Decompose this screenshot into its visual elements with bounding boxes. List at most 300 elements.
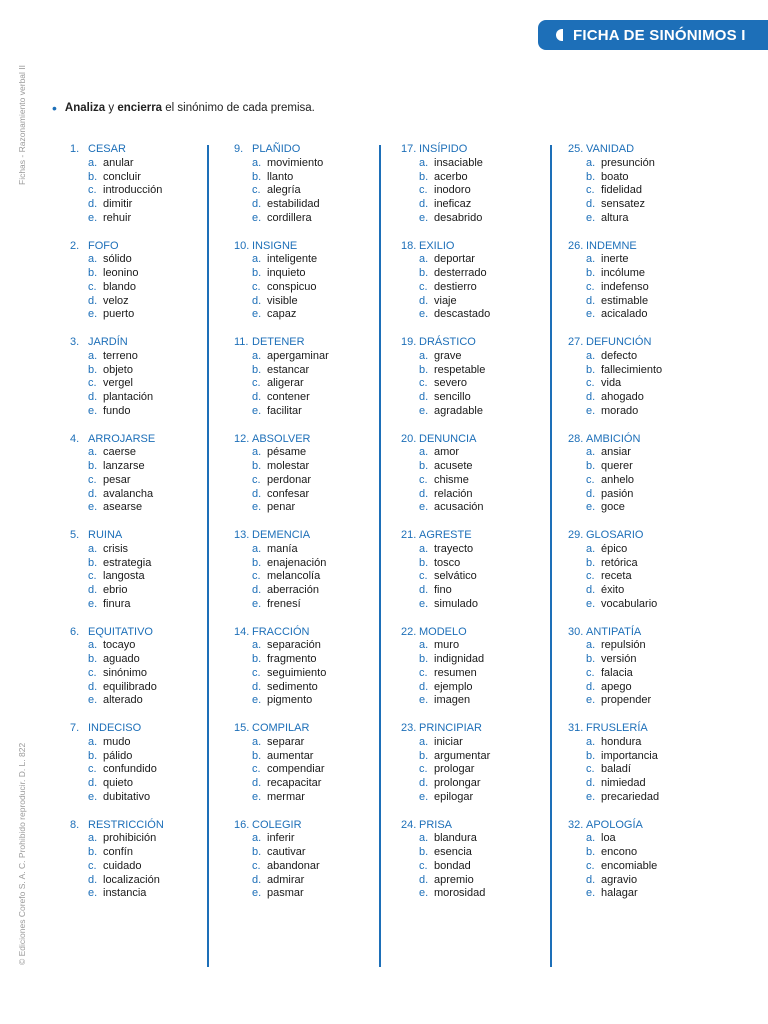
answer-option[interactable] bbox=[70, 846, 230, 860]
answer-option[interactable] bbox=[70, 308, 230, 322]
option-word: inquieto bbox=[267, 267, 306, 280]
answer-option[interactable] bbox=[234, 598, 394, 612]
question-item bbox=[401, 626, 561, 723]
answer-option[interactable] bbox=[70, 171, 230, 185]
answer-option[interactable] bbox=[234, 405, 394, 419]
option-letter: e. bbox=[88, 308, 98, 321]
answer-option[interactable] bbox=[401, 253, 561, 267]
answer-option[interactable] bbox=[234, 281, 394, 295]
answer-option[interactable] bbox=[70, 736, 230, 750]
question-premise bbox=[401, 336, 561, 350]
option-word: acusete bbox=[434, 460, 473, 473]
question-item bbox=[401, 722, 561, 819]
answer-option[interactable] bbox=[568, 446, 728, 460]
answer-option[interactable] bbox=[70, 570, 230, 584]
question-number: 14. bbox=[234, 625, 250, 638]
answer-option[interactable] bbox=[401, 350, 561, 364]
instruction-bold-encierra: encierra bbox=[117, 102, 163, 114]
answer-option[interactable] bbox=[401, 750, 561, 764]
answer-option[interactable] bbox=[234, 667, 394, 681]
answer-option[interactable] bbox=[234, 157, 394, 171]
answer-option[interactable] bbox=[234, 777, 394, 791]
answer-option[interactable] bbox=[401, 584, 561, 598]
answer-option[interactable] bbox=[70, 667, 230, 681]
answer-option[interactable] bbox=[401, 860, 561, 874]
option-word: goce bbox=[601, 501, 625, 514]
question-number: 18. bbox=[401, 239, 417, 252]
answer-option[interactable] bbox=[568, 750, 728, 764]
option-word: épico bbox=[601, 542, 628, 555]
answer-option[interactable] bbox=[568, 281, 728, 295]
option-letter: c. bbox=[252, 859, 261, 872]
option-word: cordillera bbox=[267, 211, 312, 224]
answer-option[interactable] bbox=[568, 653, 728, 667]
answer-option[interactable] bbox=[401, 157, 561, 171]
answer-option[interactable] bbox=[568, 308, 728, 322]
question-number: 13. bbox=[234, 529, 250, 541]
option-word: blandura bbox=[434, 832, 477, 845]
option-word: ansiar bbox=[601, 446, 631, 459]
answer-option[interactable] bbox=[568, 557, 728, 571]
answer-option[interactable] bbox=[401, 887, 561, 901]
option-letter: c. bbox=[88, 280, 97, 293]
option-word: fidelidad bbox=[601, 184, 642, 197]
answer-option[interactable] bbox=[234, 639, 394, 653]
option-word: resumen bbox=[434, 666, 477, 679]
answer-option[interactable] bbox=[234, 198, 394, 212]
option-word: trayecto bbox=[434, 542, 474, 555]
question-premise bbox=[568, 143, 728, 157]
option-letter: e. bbox=[88, 790, 98, 803]
answer-option[interactable] bbox=[568, 184, 728, 198]
answer-option[interactable] bbox=[234, 570, 394, 584]
option-word: alegría bbox=[267, 184, 301, 197]
answer-option[interactable] bbox=[234, 253, 394, 267]
option-word: propender bbox=[601, 694, 652, 707]
option-letter: a. bbox=[419, 735, 429, 748]
option-word: confundido bbox=[103, 763, 157, 776]
option-word: amor bbox=[434, 446, 460, 459]
option-letter: d. bbox=[419, 294, 429, 307]
question-premise bbox=[568, 819, 728, 833]
option-letter: e. bbox=[419, 211, 429, 224]
option-letter: d. bbox=[88, 777, 98, 790]
question-item bbox=[401, 529, 561, 626]
answer-option[interactable] bbox=[70, 584, 230, 598]
answer-option[interactable] bbox=[568, 570, 728, 584]
answer-option[interactable] bbox=[401, 681, 561, 695]
answer-option[interactable] bbox=[401, 171, 561, 185]
question-number: 21. bbox=[401, 529, 417, 541]
answer-option[interactable] bbox=[568, 598, 728, 612]
question-premise bbox=[234, 240, 394, 254]
option-letter: c. bbox=[419, 377, 428, 390]
option-letter: b. bbox=[586, 556, 596, 569]
option-letter: b. bbox=[419, 363, 429, 376]
answer-option[interactable] bbox=[568, 405, 728, 419]
option-word: ahogado bbox=[601, 391, 644, 404]
answer-option[interactable] bbox=[568, 295, 728, 309]
answer-option[interactable] bbox=[401, 460, 561, 474]
answer-option[interactable] bbox=[568, 488, 728, 502]
answer-option[interactable] bbox=[234, 391, 394, 405]
option-word: desabrido bbox=[434, 211, 483, 224]
question-word: VANIDAD bbox=[586, 143, 635, 155]
answer-option[interactable] bbox=[568, 391, 728, 405]
option-letter: b. bbox=[88, 460, 98, 473]
answer-option[interactable] bbox=[234, 295, 394, 309]
answer-option[interactable] bbox=[70, 598, 230, 612]
question-item bbox=[70, 819, 230, 916]
option-letter: c. bbox=[419, 473, 428, 486]
question-number: 16. bbox=[234, 818, 250, 831]
question-word: GLOSARIO bbox=[586, 529, 644, 541]
answer-option[interactable] bbox=[568, 253, 728, 267]
option-letter: d. bbox=[586, 391, 596, 404]
option-word: imagen bbox=[434, 694, 471, 707]
answer-option[interactable] bbox=[70, 860, 230, 874]
answer-option[interactable] bbox=[401, 501, 561, 515]
answer-option[interactable] bbox=[401, 763, 561, 777]
answer-option[interactable] bbox=[401, 295, 561, 309]
option-word: fundo bbox=[103, 404, 131, 417]
option-word: descastado bbox=[434, 308, 491, 321]
option-word: finura bbox=[103, 597, 131, 610]
answer-option[interactable] bbox=[70, 350, 230, 364]
answer-option[interactable] bbox=[568, 887, 728, 901]
option-letter: b. bbox=[586, 749, 596, 762]
answer-option[interactable] bbox=[568, 171, 728, 185]
option-letter: c. bbox=[88, 763, 97, 776]
answer-option[interactable] bbox=[70, 501, 230, 515]
option-word: penar bbox=[267, 501, 296, 514]
option-word: agravio bbox=[601, 873, 638, 886]
answer-option[interactable] bbox=[234, 653, 394, 667]
answer-option[interactable] bbox=[70, 639, 230, 653]
answer-option[interactable] bbox=[568, 501, 728, 515]
option-word: pasión bbox=[601, 487, 634, 500]
option-word: admirar bbox=[267, 873, 305, 886]
answer-option[interactable] bbox=[401, 791, 561, 805]
answer-option[interactable] bbox=[568, 639, 728, 653]
question-premise bbox=[234, 626, 394, 640]
question-item bbox=[70, 240, 230, 337]
question-premise bbox=[70, 240, 230, 254]
answer-option[interactable] bbox=[401, 639, 561, 653]
answer-option[interactable] bbox=[70, 694, 230, 708]
option-word: dubitativo bbox=[103, 790, 151, 803]
answer-option[interactable] bbox=[568, 267, 728, 281]
answer-option[interactable] bbox=[70, 763, 230, 777]
answer-option[interactable] bbox=[568, 777, 728, 791]
answer-option[interactable] bbox=[401, 267, 561, 281]
option-letter: a. bbox=[586, 349, 596, 362]
answer-option[interactable] bbox=[568, 584, 728, 598]
answer-option[interactable] bbox=[568, 791, 728, 805]
option-word: relación bbox=[434, 487, 473, 500]
question-item bbox=[234, 240, 394, 337]
answer-option[interactable] bbox=[401, 832, 561, 846]
option-letter: c. bbox=[586, 763, 595, 776]
answer-option[interactable] bbox=[70, 405, 230, 419]
answer-option[interactable] bbox=[568, 350, 728, 364]
question-number: 4. bbox=[70, 432, 80, 445]
answer-option[interactable] bbox=[401, 694, 561, 708]
answer-option[interactable] bbox=[70, 543, 230, 557]
answer-option[interactable] bbox=[70, 791, 230, 805]
answer-option[interactable] bbox=[234, 377, 394, 391]
answer-option[interactable] bbox=[70, 391, 230, 405]
answer-option[interactable] bbox=[234, 736, 394, 750]
answer-option[interactable] bbox=[401, 777, 561, 791]
answer-option[interactable] bbox=[234, 750, 394, 764]
option-word: indignidad bbox=[434, 653, 485, 666]
option-letter: b. bbox=[88, 653, 98, 666]
option-word: hondura bbox=[601, 735, 642, 748]
option-word: aberración bbox=[267, 584, 319, 597]
answer-option[interactable] bbox=[70, 212, 230, 226]
answer-option[interactable] bbox=[234, 763, 394, 777]
question-premise bbox=[568, 336, 728, 350]
answer-option[interactable] bbox=[70, 295, 230, 309]
question-word: ARROJARSE bbox=[88, 432, 156, 445]
option-letter: b. bbox=[419, 267, 429, 280]
option-letter: d. bbox=[586, 487, 596, 500]
option-word: morado bbox=[601, 404, 639, 417]
option-letter: d. bbox=[419, 584, 429, 597]
answer-option[interactable] bbox=[234, 791, 394, 805]
option-word: separar bbox=[267, 735, 305, 748]
answer-option[interactable] bbox=[70, 267, 230, 281]
answer-option[interactable] bbox=[568, 543, 728, 557]
answer-option[interactable] bbox=[234, 308, 394, 322]
option-word: loa bbox=[601, 832, 616, 845]
question-number: 20. bbox=[401, 432, 417, 445]
answer-option[interactable] bbox=[401, 212, 561, 226]
answer-option[interactable] bbox=[568, 474, 728, 488]
question-item bbox=[70, 529, 230, 626]
answer-option[interactable] bbox=[70, 184, 230, 198]
answer-option[interactable] bbox=[401, 364, 561, 378]
answer-option[interactable] bbox=[401, 598, 561, 612]
question-number: 9. bbox=[234, 143, 244, 155]
header-tab bbox=[538, 20, 768, 50]
answer-option[interactable] bbox=[568, 681, 728, 695]
option-word: inteligente bbox=[267, 253, 318, 266]
answer-option[interactable] bbox=[568, 157, 728, 171]
question-number: 10. bbox=[234, 239, 250, 252]
answer-option[interactable] bbox=[234, 267, 394, 281]
answer-option[interactable] bbox=[568, 874, 728, 888]
answer-option[interactable] bbox=[568, 667, 728, 681]
answer-option[interactable] bbox=[401, 377, 561, 391]
answer-option[interactable] bbox=[234, 694, 394, 708]
option-letter: e. bbox=[586, 887, 596, 900]
question-word: PRISA bbox=[419, 818, 453, 831]
answer-option[interactable] bbox=[568, 694, 728, 708]
answer-option[interactable] bbox=[568, 763, 728, 777]
side-text-top: Fichas - Razonamiento verbal II bbox=[17, 65, 27, 185]
option-word: compendiar bbox=[267, 763, 325, 776]
answer-option[interactable] bbox=[401, 736, 561, 750]
option-word: anhelo bbox=[601, 473, 635, 486]
answer-option[interactable] bbox=[70, 887, 230, 901]
question-word: ANTIPATÍA bbox=[586, 625, 642, 638]
answer-option[interactable] bbox=[234, 846, 394, 860]
option-letter: d. bbox=[419, 487, 429, 500]
answer-option[interactable] bbox=[70, 446, 230, 460]
answer-option[interactable] bbox=[70, 777, 230, 791]
answer-option[interactable] bbox=[568, 460, 728, 474]
option-letter: a. bbox=[88, 349, 98, 362]
question-number: 22. bbox=[401, 625, 417, 638]
answer-option[interactable] bbox=[568, 846, 728, 860]
option-letter: a. bbox=[586, 735, 596, 748]
answer-option[interactable] bbox=[401, 281, 561, 295]
option-word: leonino bbox=[103, 267, 139, 280]
option-word: halagar bbox=[601, 887, 638, 900]
answer-option[interactable] bbox=[234, 832, 394, 846]
question-number: 11. bbox=[234, 336, 249, 348]
question-number: 6. bbox=[70, 625, 80, 638]
answer-option[interactable] bbox=[234, 171, 394, 185]
option-letter: b. bbox=[419, 846, 429, 859]
answer-option[interactable] bbox=[234, 557, 394, 571]
answer-option[interactable] bbox=[234, 474, 394, 488]
answer-option[interactable] bbox=[70, 377, 230, 391]
option-letter: a. bbox=[419, 542, 429, 555]
question-item bbox=[234, 529, 394, 626]
option-letter: d. bbox=[88, 584, 98, 597]
answer-option[interactable] bbox=[70, 488, 230, 502]
answer-option[interactable] bbox=[70, 253, 230, 267]
answer-option[interactable] bbox=[70, 364, 230, 378]
option-letter: e. bbox=[252, 211, 262, 224]
answer-option[interactable] bbox=[401, 474, 561, 488]
option-word: acusación bbox=[434, 501, 484, 514]
option-letter: a. bbox=[252, 735, 262, 748]
answer-option[interactable] bbox=[234, 364, 394, 378]
answer-option[interactable] bbox=[70, 557, 230, 571]
question-premise bbox=[568, 529, 728, 543]
option-letter: b. bbox=[252, 749, 262, 762]
answer-option[interactable] bbox=[234, 212, 394, 226]
answer-option[interactable] bbox=[234, 460, 394, 474]
answer-option[interactable] bbox=[70, 653, 230, 667]
answer-option[interactable] bbox=[70, 874, 230, 888]
question-number: 17. bbox=[401, 143, 417, 155]
option-letter: e. bbox=[586, 404, 596, 417]
answer-option[interactable] bbox=[401, 308, 561, 322]
answer-option[interactable] bbox=[234, 488, 394, 502]
option-word: aumentar bbox=[267, 749, 314, 762]
answer-option[interactable] bbox=[401, 405, 561, 419]
answer-option[interactable] bbox=[568, 832, 728, 846]
answer-option[interactable] bbox=[70, 198, 230, 212]
option-word: molestar bbox=[267, 460, 310, 473]
answer-option[interactable] bbox=[70, 157, 230, 171]
answer-option[interactable] bbox=[234, 860, 394, 874]
question-word: INSÍPIDO bbox=[419, 143, 468, 155]
option-word: agradable bbox=[434, 404, 483, 417]
answer-option[interactable] bbox=[234, 501, 394, 515]
answer-option[interactable] bbox=[568, 198, 728, 212]
option-word: bondad bbox=[434, 859, 471, 872]
option-word: esencia bbox=[434, 846, 472, 859]
question-word: CESAR bbox=[88, 143, 126, 155]
option-word: concluir bbox=[103, 170, 141, 183]
answer-option[interactable] bbox=[234, 887, 394, 901]
option-word: pesar bbox=[103, 473, 131, 486]
answer-option[interactable] bbox=[568, 364, 728, 378]
question-word: DRÁSTICO bbox=[419, 336, 476, 348]
question-number: 32. bbox=[568, 818, 584, 831]
side-text-bottom: © Ediciones Corefo S. A. C. Prohibido reproducir. D. L. 822 bbox=[17, 742, 27, 965]
instruction bbox=[52, 101, 315, 115]
answer-option[interactable] bbox=[234, 350, 394, 364]
answer-option[interactable] bbox=[401, 391, 561, 405]
option-word: muro bbox=[434, 639, 460, 652]
answer-option[interactable] bbox=[234, 874, 394, 888]
answer-option[interactable] bbox=[401, 874, 561, 888]
answer-option[interactable] bbox=[70, 681, 230, 695]
option-word: dimitir bbox=[103, 198, 133, 211]
answer-option[interactable] bbox=[401, 667, 561, 681]
question-premise bbox=[234, 722, 394, 736]
answer-option[interactable] bbox=[70, 460, 230, 474]
answer-option[interactable] bbox=[70, 832, 230, 846]
answer-option[interactable] bbox=[568, 736, 728, 750]
answer-option[interactable] bbox=[234, 543, 394, 557]
answer-option[interactable] bbox=[401, 543, 561, 557]
answer-option[interactable] bbox=[234, 681, 394, 695]
instruction-connector: y bbox=[105, 102, 118, 114]
option-letter: a. bbox=[419, 349, 429, 362]
answer-option[interactable] bbox=[401, 184, 561, 198]
answer-option[interactable] bbox=[234, 584, 394, 598]
option-letter: e. bbox=[586, 308, 596, 321]
option-letter: b. bbox=[252, 653, 262, 666]
option-word: ebrio bbox=[103, 584, 128, 597]
answer-option[interactable] bbox=[401, 446, 561, 460]
answer-option[interactable] bbox=[234, 184, 394, 198]
answer-option[interactable] bbox=[401, 557, 561, 571]
answer-option[interactable] bbox=[70, 474, 230, 488]
instruction-bold-analiza: Analiza bbox=[64, 102, 106, 114]
answer-option[interactable] bbox=[401, 488, 561, 502]
option-word: argumentar bbox=[434, 749, 491, 762]
instruction-rest: el sinónimo de cada premisa. bbox=[162, 102, 315, 114]
option-word: apergaminar bbox=[267, 349, 329, 362]
answer-option[interactable] bbox=[234, 446, 394, 460]
answer-option[interactable] bbox=[401, 570, 561, 584]
answer-option[interactable] bbox=[401, 198, 561, 212]
answer-option[interactable] bbox=[70, 750, 230, 764]
option-letter: b. bbox=[252, 556, 262, 569]
answer-option[interactable] bbox=[70, 281, 230, 295]
option-letter: a. bbox=[586, 446, 596, 459]
answer-option[interactable] bbox=[568, 860, 728, 874]
answer-option[interactable] bbox=[568, 212, 728, 226]
answer-option[interactable] bbox=[401, 846, 561, 860]
question-item bbox=[568, 722, 728, 819]
option-word: pésame bbox=[267, 446, 307, 459]
option-word: recapacitar bbox=[267, 777, 322, 790]
option-word: retórica bbox=[601, 556, 638, 569]
answer-option[interactable] bbox=[568, 377, 728, 391]
answer-option[interactable] bbox=[401, 653, 561, 667]
option-word: estabilidad bbox=[267, 198, 320, 211]
